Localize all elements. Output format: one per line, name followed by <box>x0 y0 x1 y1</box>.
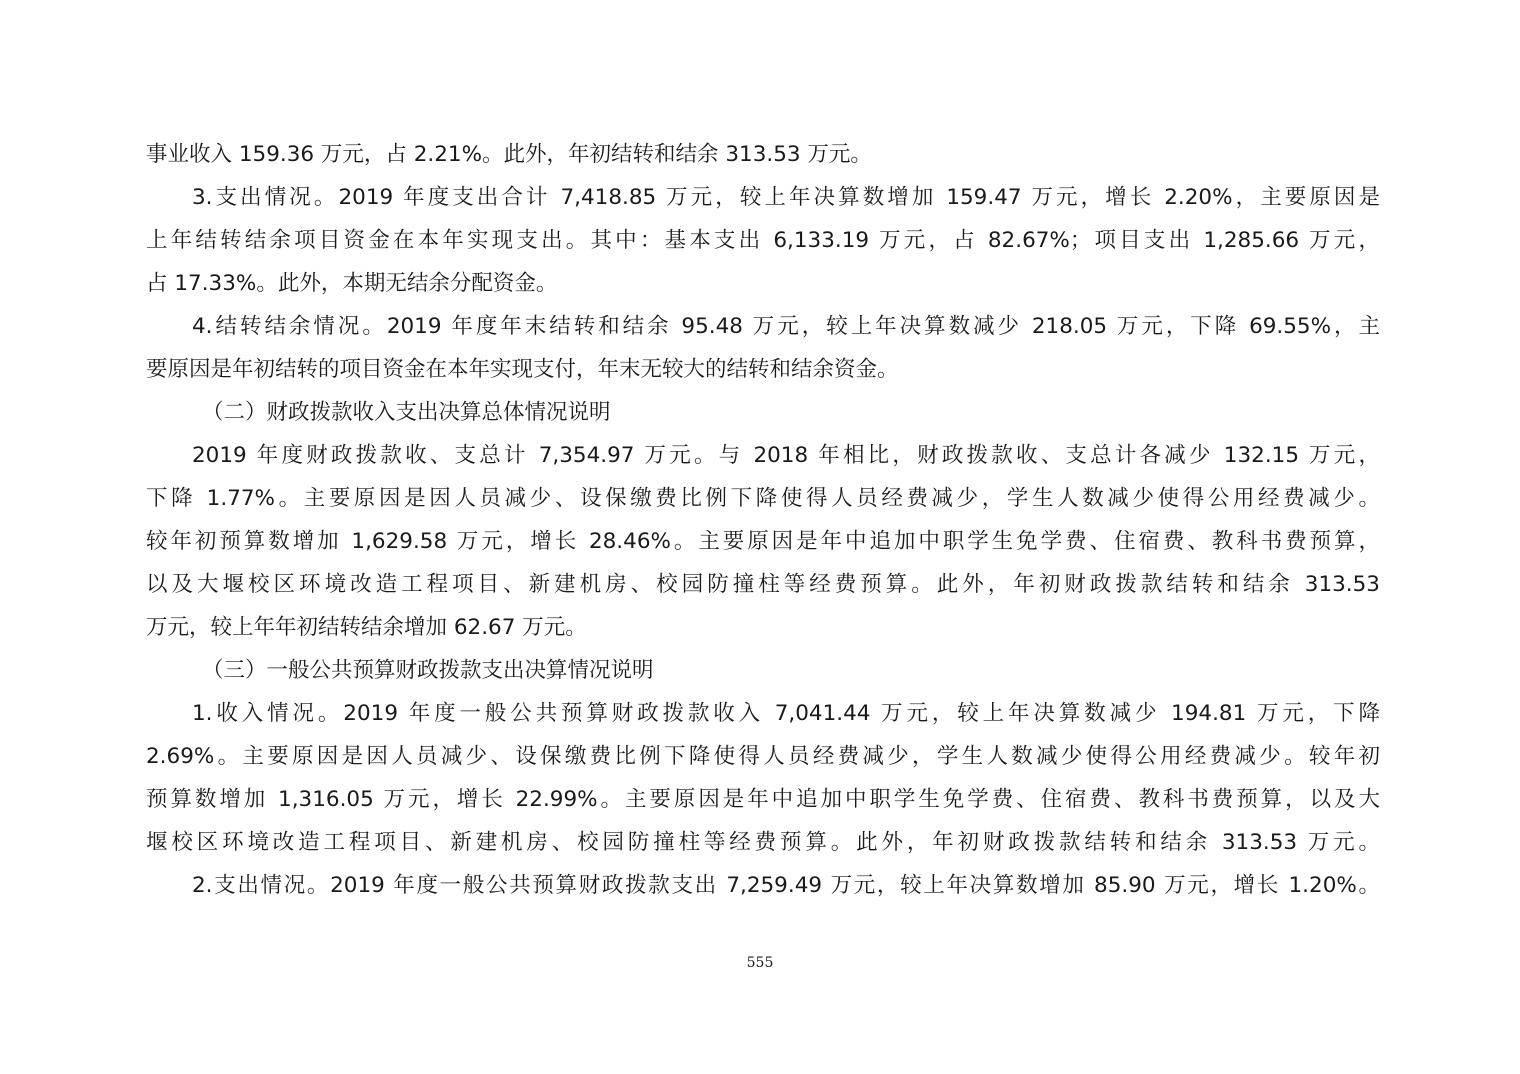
page-number: 555 <box>746 955 774 971</box>
section-heading: （三）一般公共预算财政拨款支出决算情况说明 <box>202 658 654 683</box>
text-line: 1.收入情况。2019 年度一般公共预算财政拨款收入 7,041.44 万元，较上年决算数减少 194.81 万元，下降 <box>192 701 1380 726</box>
text-line: 占 17.33%。此外，本期无结余分配资金。 <box>146 271 558 296</box>
text-line: 堰校区环境改造工程项目、新建机房、校园防撞柱等经费预算。此外，年初财政拨款结转和结余 313.53 万元。 <box>146 830 1380 855</box>
text-line: 2019 年度财政拨款收、支总计 7,354.97 万元。与 2018 年相比，财政拨款收、支总计各减少 132.15 万元， <box>192 443 1380 468</box>
document-body <box>146 133 1380 907</box>
text-line: 4.结转结余情况。2019 年度年末结转和结余 95.48 万元，较上年决算数减少 218.05 万元，下降 69.55%，主 <box>192 314 1380 339</box>
text-line: 万元，较上年年初结转结余增加 62.67 万元。 <box>146 615 587 640</box>
text-line: 较年初预算数增加 1,629.58 万元，增长 28.46%。主要原因是年中追加中职学生免学费、住宿费、教科书费预算， <box>146 529 1380 554</box>
text-line: 以及大堰校区环境改造工程项目、新建机房、校园防撞柱等经费预算。此外，年初财政拨款结转和结余 313.53 <box>146 572 1380 597</box>
text-line: 2.支出情况。2019 年度一般公共预算财政拨款支出 7,259.49 万元，较上年决算数增加 85.90 万元，增长 1.20%。 <box>192 873 1380 898</box>
text-line: 下降 1.77%。主要原因是因人员减少、设保缴费比例下降使得人员经费减少，学生人数减少使得公用经费减少。 <box>146 486 1380 511</box>
text-line: 3.支出情况。2019 年度支出合计 7,418.85 万元，较上年决算数增加 159.47 万元，增长 2.20%，主要原因是 <box>192 185 1380 210</box>
text-line: 要原因是年初结转的项目资金在本年实现支付，年末无较大的结转和结余资金。 <box>146 357 899 382</box>
text-line: 事业收入 159.36 万元，占 2.21%。此外，年初结转和结余 313.53 万元。 <box>146 142 872 167</box>
text-line: 2.69%。主要原因是因人员减少、设保缴费比例下降使得人员经费减少，学生人数减少使得公用经费减少。较年初 <box>146 744 1380 769</box>
text-line: 上年结转结余项目资金在本年实现支出。其中：基本支出 6,133.19 万元，占 82.67%；项目支出 1,285.66 万元， <box>146 228 1380 253</box>
text-line: 预算数增加 1,316.05 万元，增长 22.99%。主要原因是年中追加中职学生免学费、住宿费、教科书费预算，以及大 <box>146 787 1380 812</box>
section-heading: （二）财政拨款收入支出决算总体情况说明 <box>202 400 611 425</box>
